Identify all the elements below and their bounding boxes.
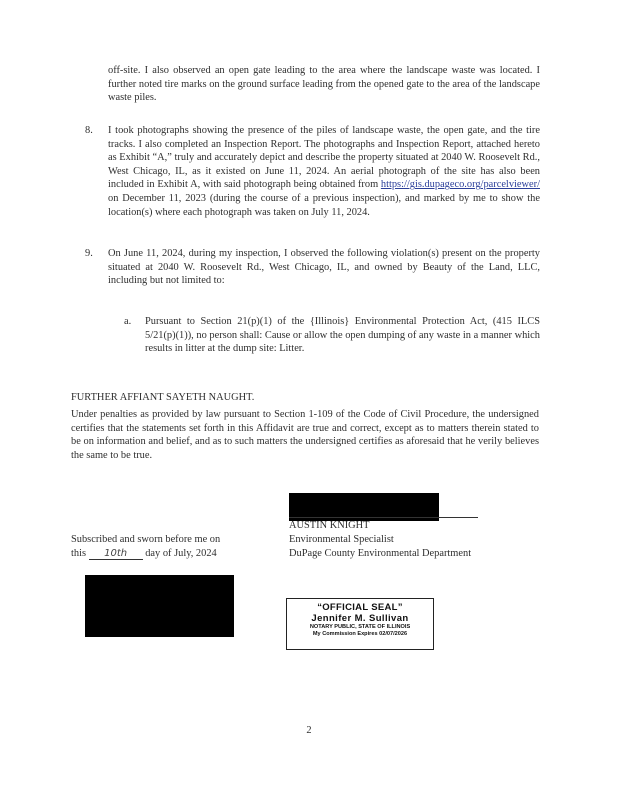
item-8-paragraph [108,124,540,219]
seal-commission-expiry: My Commission Expires 02/07/2026 [312,631,408,637]
signature-line [289,517,478,518]
item-8-text-after-link: on December 11, 2023 (during the course of a previous inspection), and marked by me to show the location(s) where each photograph was taken on July 11, 2024. [108,192,540,218]
subitem-a-paragraph: Pursuant to Section 21(p)(1) of the {Illinois} Environmental Protection Act, (415 ILCS 5/21(p)(1)), no person shall: Cause or allow the open dumping of any waste in a manner which results in litter at the dump site: Litter. [145,316,540,355]
seal-title: “OFFICIAL SEAL” [317,602,403,613]
signer-department: DuPage County Environmental Department [289,548,472,559]
item-8-text-before-link: I took photographs showing the presence of the piles of landscape waste, the open gate, and the tire tracks. I also completed an Inspection Report. The photographs and Inspection Report, attached hereto as Exhibit “A,” truly and accurately depict and describe the property situated at 2040 W. Roosevelt Rd., West Chicago, IL, as it existed on June 11, 2024. An aerial photograph of the site has also been included in Exhibit A, with said photograph being obtained from [108,125,540,191]
subitem-a-letter: a. [124,316,132,327]
sworn-this-label: this [71,548,87,559]
seal-notary-name: Jennifer M. Sullivan [311,613,409,624]
signer-title: Environmental Specialist [289,534,394,545]
redacted-notary-signature [85,575,234,637]
handwritten-day: 10th [89,548,143,560]
item-8-number: 8. [85,125,93,136]
further-affiant-heading: FURTHER AFFIANT SAYETH NAUGHT. [71,392,255,403]
certification-paragraph: Under penalties as provided by law pursuant to Section 1-109 of the Code of Civil Procedure, the undersigned certifies that the statements set forth in this Affidavit are true and correct, except as to matters therein stated to be on information and belief, and as to such matters the undersigned certifies as aforesaid that he verily believes the same to be true. [71,409,539,461]
page-number: 2 [306,725,312,736]
official-seal-stamp [286,598,434,650]
item-9-number: 9. [85,248,93,259]
item-9-paragraph: On June 11, 2024, during my inspection, I observed the following violation(s) present on the property situated at 2040 W. Roosevelt Rd., West Chicago, IL, and owned by Beauty of the Land, LLC, including but not limited to: [108,248,540,287]
sworn-day-suffix: day of July, 2024 [145,548,217,559]
seal-notary-state: NOTARY PUBLIC, STATE OF ILLINOIS [309,624,411,630]
sworn-line-2 [71,547,217,561]
parcel-viewer-link[interactable]: https://gis.dupageco.org/parcelviewer/ [380,179,540,191]
sworn-line-1: Subscribed and sworn before me on [71,534,221,545]
intro-paragraph: off-site. I also observed an open gate leading to the area where the landscape waste was located. I further noted tire marks on the ground surface leading from the opened gate to the area of the landscape waste piles. [108,65,540,104]
signer-name: AUSTIN KNIGHT [289,520,370,531]
